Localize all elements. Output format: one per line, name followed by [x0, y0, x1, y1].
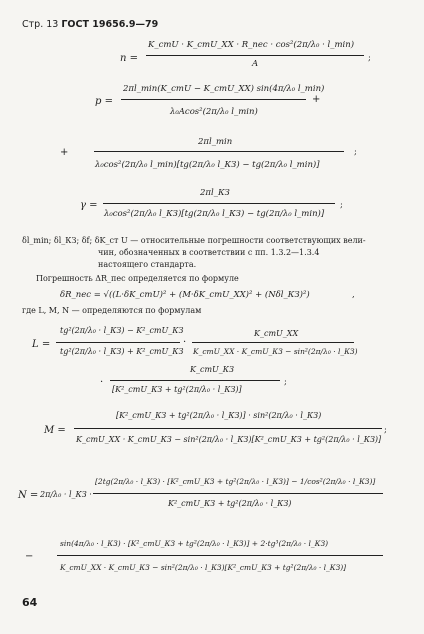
header-standard: ГОСТ 19656.9—79 — [61, 19, 159, 30]
definitions-line-3: настоящего стандарта. — [98, 260, 197, 269]
error-intro: Погрешность ΔR_пес определяется по формуле — [36, 274, 239, 283]
eq-l-denominator-2: K_стU_ХХ · K_стU_КЗ − sin²(2π/λ₀ · l_КЗ) — [193, 347, 358, 356]
eq-n2-fraction-bar — [93, 493, 383, 494]
eq-p-tail: ; — [354, 147, 357, 157]
eq-l-lhs: L = — [32, 339, 51, 350]
eq-l-numerator: tg²(2π/λ₀ · l_КЗ) − K²_стU_КЗ — [60, 326, 184, 335]
eq-m-numerator: [K²_стU_КЗ + tg²(2π/λ₀ · l_КЗ)] · sin²(2π/λ₀ · l_КЗ) — [116, 411, 322, 420]
eq-n2-numerator: [2tg(2π/λ₀ · l_КЗ) · [K²_стU_КЗ + tg²(2π/λ₀ · l_КЗ)] − 1/cos²(2π/λ₀ · l_КЗ)] — [95, 477, 376, 486]
eq-n2-numerator-2: sin(4π/λ₀ · l_КЗ) · [K²_стU_КЗ + tg²(2π/λ₀ · l_КЗ)] + 2·tg³(2π/λ₀ · l_КЗ) — [60, 539, 329, 548]
delta-r-tail: , — [352, 290, 355, 300]
eq-gamma-tail: ; — [340, 200, 343, 210]
eq-n2-lhs: N = — [18, 490, 39, 501]
page-number: 64 — [22, 596, 38, 609]
eq-n-lhs: n = — [120, 53, 138, 64]
eq-n2-denominator: K²_стU_КЗ + tg²(2π/λ₀ · l_КЗ) — [168, 499, 292, 508]
eq-n-fraction-bar — [146, 55, 364, 56]
eq-m-fraction-bar — [74, 428, 382, 429]
eq-l-fraction-bar-3 — [110, 380, 280, 381]
eq-n2-denominator-2: K_стU_ХХ · K_стU_КЗ − sin²(2π/λ₀ · l_КЗ)[K²_стU_КЗ + tg²(2π/λ₀ · l_КЗ)] — [60, 563, 347, 572]
eq-l-numerator-2: K_стU_ХХ — [254, 329, 299, 338]
eq-m-denominator: K_стU_ХХ · K_стU_КЗ − sin²(2π/λ₀ · l_КЗ)[K²_стU_КЗ + tg²(2π/λ₀ · l_КЗ)] — [76, 435, 382, 444]
header-page: Стр. 13 — [22, 19, 59, 30]
page-header — [22, 20, 158, 30]
eq-gamma-numerator: 2πl_КЗ — [200, 188, 230, 198]
eq-p-denominator-1: λ₀Acos²(2π/λ₀ l_min) — [170, 107, 258, 117]
eq-m-lhs: M = — [44, 425, 66, 436]
eq-p-numerator-1: 2πl_min(K_стU − K_стU_ХХ) sin(4π/λ₀ l_min) — [123, 84, 325, 94]
eq-n-denominator: A — [252, 59, 259, 69]
eq-p-denominator-2: λ₀cos²(2π/λ₀ l_min)[tg(2π/λ₀ l_КЗ) − tg(2π/λ₀ l_min)] — [95, 160, 320, 170]
eq-p-plus-1: + — [312, 94, 321, 105]
eq-p-numerator-2: 2πl_min — [198, 137, 233, 147]
eq-l-fraction-bar — [56, 342, 180, 343]
definitions-line-2: чин, обозначенных в соответствии с пп. 1.3.2—1.3.4 — [98, 248, 320, 257]
eq-l-dot: · — [183, 337, 187, 348]
eq-gamma-fraction-bar — [103, 203, 335, 204]
eq-n2-fraction-bar-2 — [57, 555, 383, 556]
eq-gamma-lhs: γ = — [80, 200, 98, 211]
definitions-line-1: δl_min; δl_КЗ; δf; δK_ст U — относительные погрешности соответствующих вели- — [22, 236, 366, 245]
eq-p-fraction-bar-1 — [121, 99, 306, 100]
eq-m-tail: ; — [384, 425, 387, 435]
eq-gamma-denominator: λ₀cos²(2π/λ₀ l_КЗ)[tg(2π/λ₀ l_КЗ) − tg(2π/λ₀ l_min)] — [104, 209, 325, 219]
eq-l-denominator: tg²(2π/λ₀ · l_КЗ) + K²_стU_КЗ — [60, 347, 184, 356]
eq-p-plus-2: + — [60, 147, 69, 158]
eq-l-numerator-3: K_стU_КЗ — [190, 365, 234, 374]
eq-l-denominator-3: [K²_стU_КЗ + tg²(2π/λ₀ · l_КЗ)] — [112, 385, 242, 394]
eq-p-fraction-bar-2 — [94, 151, 344, 152]
eq-p-lhs: p = — [95, 96, 113, 107]
eq-n-numerator: K_стU · K_стU_ХХ · R_пес · cos²(2π/λ₀ · l_min) — [148, 40, 355, 50]
delta-r-formula: δR_пес = √((L·δK_стU)² + (M·δK_стU_ХХ)² + (Nδl_КЗ)²) — [60, 290, 310, 300]
eq-l-tail: ; — [284, 377, 287, 387]
eq-n-tail: ; — [368, 53, 371, 63]
eq-l-dot-2: · — [100, 377, 104, 388]
eq-l-fraction-bar-2 — [192, 342, 354, 343]
eq-n2-minus: − — [25, 551, 34, 562]
where-clause: где L, M, N — определяются по формулам — [22, 306, 202, 315]
eq-n2-coefficient: 2π/λ₀ · l_КЗ · — [40, 490, 92, 499]
